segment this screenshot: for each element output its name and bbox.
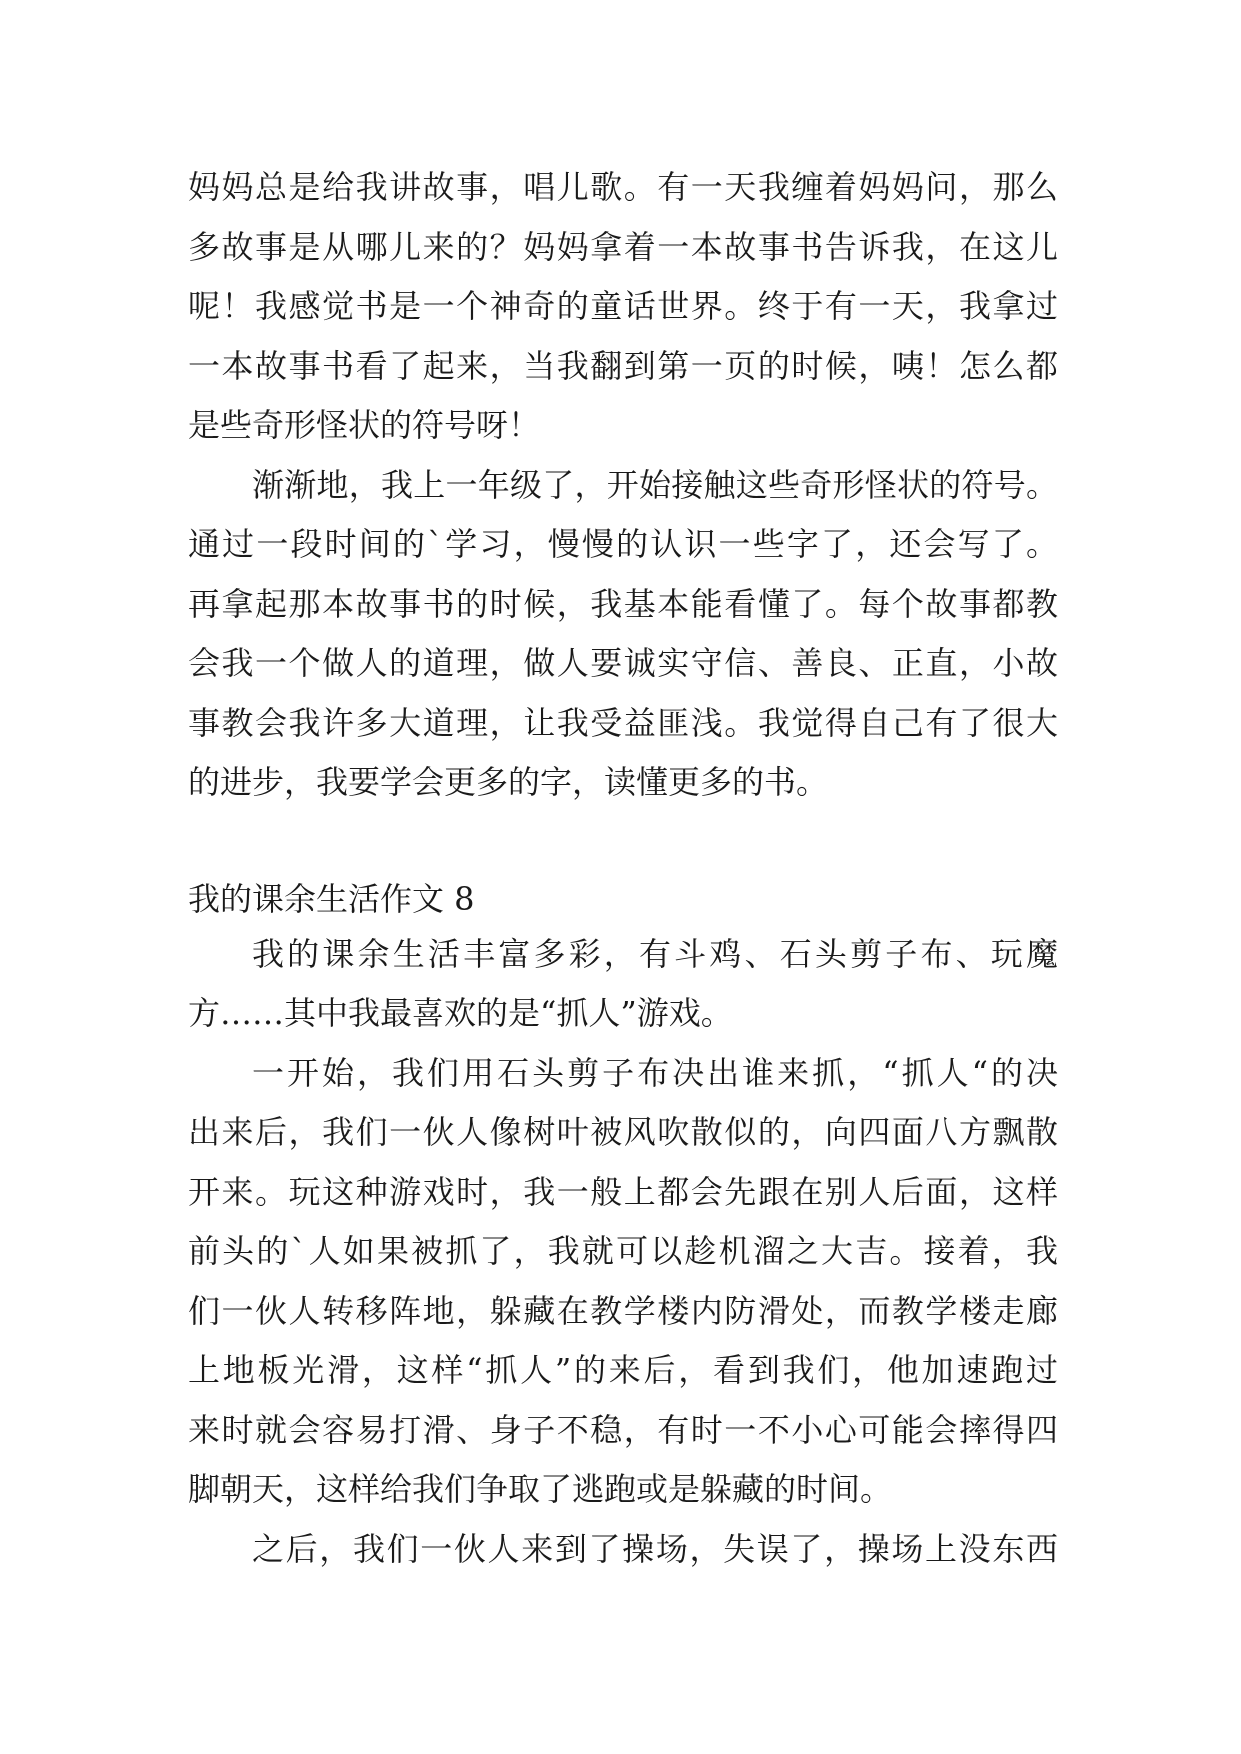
- text-line: 出来后，我们一伙人像树叶被风吹散似的，向四面八方飘散: [188, 1113, 1058, 1151]
- paragraph-5: [188, 1520, 1058, 1580]
- text-line: 的进步，我要学会更多的字，读懂更多的书。: [188, 763, 829, 801]
- text-line: 来时就会容易打滑、身子不稳，有时一不小心可能会摔得四: [188, 1410, 1058, 1449]
- text-line: 是些奇形怪状的符号呀！: [188, 406, 541, 444]
- text-line: 会我一个做人的道理，做人要诚实守信、善良、正直，小故: [188, 644, 1058, 682]
- text-line: 通过一段时间的`学习，慢慢的认识一些字了，还会写了。: [188, 525, 1058, 563]
- text-line: 脚朝天，这样给我们争取了逃跑或是躲藏的时间。: [188, 1470, 893, 1508]
- paragraph-1: [188, 158, 1058, 456]
- text-line: 方……其中我最喜欢的是“抓人”游戏。: [188, 994, 733, 1032]
- text-line: 多故事是从哪儿来的？妈妈拿着一本故事书告诉我，在这儿: [188, 227, 1058, 266]
- text-line: 渐渐地，我上一年级了，开始接触这些奇形怪状的符号。: [252, 465, 1058, 504]
- section-title: 我的课余生活作文 8: [188, 879, 475, 918]
- text-line: 之后，我们一伙人来到了操场，失误了，操场上没东西: [252, 1529, 1058, 1568]
- text-line: 开来。玩这种游戏时，我一般上都会先跟在别人后面，这样: [188, 1172, 1058, 1211]
- text-line: 妈妈总是给我讲故事，唱儿歌。有一天我缠着妈妈问，那么: [188, 168, 1058, 206]
- section-gap: [188, 813, 1058, 873]
- document-body: [188, 158, 1058, 1579]
- text-line: 我的课余生活丰富多彩，有斗鸡、石头剪子布、玩魔: [252, 934, 1058, 973]
- text-line: 上地板光滑，这样“抓人”的来后，看到我们，他加速跑过: [188, 1351, 1058, 1389]
- paragraph-3: [188, 925, 1058, 1044]
- text-line: 呢！我感觉书是一个神奇的童话世界。终于有一天，我拿过: [188, 287, 1058, 325]
- text-line: 再拿起那本故事书的时候，我基本能看懂了。每个故事都教: [188, 584, 1058, 623]
- text-line: 们一伙人转移阵地，躲藏在教学楼内防滑处，而教学楼走廊: [188, 1291, 1058, 1330]
- paragraph-4: [188, 1044, 1058, 1520]
- text-line: 事教会我许多大道理，让我受益匪浅。我觉得自己有了很大: [188, 703, 1058, 742]
- text-line: 前头的`人如果被抓了，我就可以趁机溜之大吉。接着，我: [188, 1232, 1058, 1270]
- paragraph-2: [188, 456, 1058, 813]
- text-line: 一开始，我们用石头剪子布决出谁来抓，“抓人“的决: [252, 1053, 1058, 1092]
- text-line: 一本故事书看了起来，当我翻到第一页的时候，咦！怎么都: [188, 346, 1058, 385]
